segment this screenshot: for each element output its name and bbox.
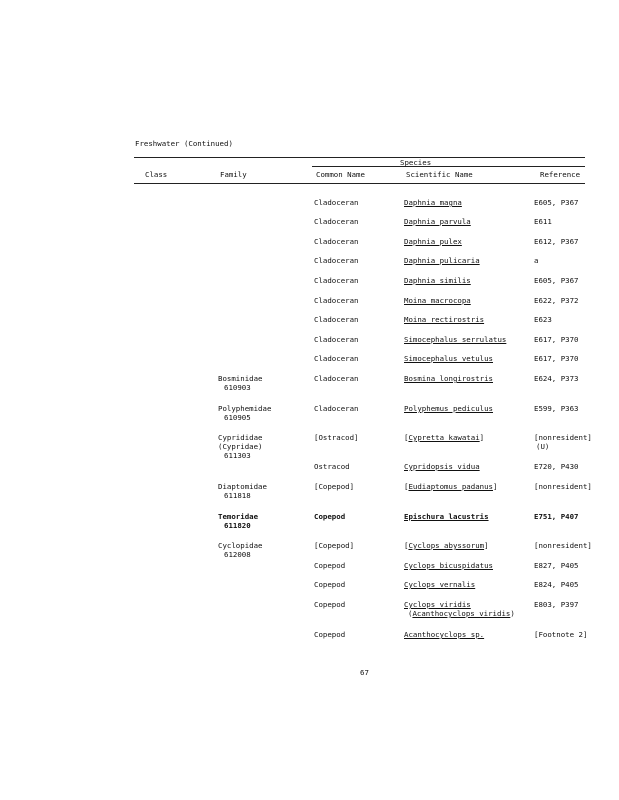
common-name: Cladoceran (314, 335, 359, 344)
reference: E611 (534, 217, 552, 226)
reference: [nonresident] (534, 433, 592, 442)
family-name: (Cypridae) (218, 442, 263, 451)
header-top-rule (134, 157, 585, 158)
common-name: Cladoceran (314, 374, 359, 383)
common-name: Cladoceran (314, 237, 359, 246)
family-code: 611303 (224, 451, 251, 460)
family-name: Temoridae (218, 512, 259, 521)
common-name: Copepod (314, 630, 346, 639)
common-name: [Copepod] (314, 541, 355, 550)
reference: [nonresident] (534, 482, 592, 491)
family-name: Bosminidae (218, 374, 263, 383)
scientific-name: Daphnia magna (404, 198, 462, 207)
scientific-name-header: Scientific Name (406, 170, 473, 179)
reference: E605, P367 (534, 276, 579, 285)
common-name: Cladoceran (314, 198, 359, 207)
scientific-name: Polyphemus pediculus (404, 404, 493, 413)
reference: E623 (534, 315, 552, 324)
scientific-name: Cyclops vernalis (404, 580, 476, 589)
reference: E824, P405 (534, 580, 579, 589)
reference: E622, P372 (534, 296, 579, 305)
scientific-name: Moina macrocopa (404, 296, 471, 305)
class-header: Class (145, 170, 168, 179)
family-code: 611818 (224, 491, 251, 500)
common-name: Cladoceran (314, 276, 359, 285)
family-code: 612008 (224, 550, 251, 559)
family-name: Cyprididae (218, 433, 263, 442)
common-name: Cladoceran (314, 296, 359, 305)
header-bottom-rule (134, 183, 585, 184)
reference: E827, P405 (534, 561, 579, 570)
scientific-name: Daphnia parvula (404, 217, 471, 226)
scientific-name: Daphnia pulex (404, 237, 462, 246)
scientific-name-synonym: (Acanthocyclops viridis) (408, 609, 515, 618)
species-group-rule (312, 166, 585, 167)
common-name: Copepod (314, 561, 346, 570)
reference: E751, P407 (534, 512, 579, 521)
scientific-name: Cyclops bicuspidatus (404, 561, 493, 570)
family-header: Family (220, 170, 247, 179)
scientific-name: Cypridopsis vidua (404, 462, 480, 471)
reference: E624, P373 (534, 374, 579, 383)
family-name: Polyphemidae (218, 404, 272, 413)
family-code: 610903 (224, 383, 251, 392)
page-number: 67 (360, 668, 369, 677)
reference: [nonresident] (534, 541, 592, 550)
common-name: Cladoceran (314, 217, 359, 226)
common-name: Copepod (314, 512, 346, 521)
reference: [Footnote 2] (534, 630, 588, 639)
common-name: Copepod (314, 600, 346, 609)
common-name: Ostracod (314, 462, 350, 471)
reference: E617, P370 (534, 335, 579, 344)
reference: E720, P430 (534, 462, 579, 471)
scientific-name: Daphnia pulicaria (404, 256, 480, 265)
common-name: Cladoceran (314, 354, 359, 363)
common-name: [Ostracod] (314, 433, 359, 442)
scientific-name: [Cyclops abyssorum] (404, 541, 489, 550)
scientific-name: Moina rectirostris (404, 315, 485, 324)
scientific-name: Bosmina longirostris (404, 374, 493, 383)
common-name: [Copepod] (314, 482, 355, 491)
table-caption: Freshwater (Continued) (135, 139, 233, 148)
common-name: Copepod (314, 580, 346, 589)
common-name: Cladoceran (314, 404, 359, 413)
scientific-name: Simocephalus serrulatus (404, 335, 507, 344)
scientific-name: [Eudiaptomus padanus] (404, 482, 498, 491)
family-code: 610905 (224, 413, 251, 422)
scientific-name: [Cypretta kawatai] (404, 433, 485, 442)
scientific-name: Epischura lacustris (404, 512, 489, 521)
reference: E599, P363 (534, 404, 579, 413)
reference: E612, P367 (534, 237, 579, 246)
scientific-name: Daphnia similis (404, 276, 471, 285)
family-name: Cyclopidae (218, 541, 263, 550)
species-group-header: Species (400, 158, 432, 167)
scientific-name: Simocephalus vetulus (404, 354, 493, 363)
reference: E803, P397 (534, 600, 579, 609)
common-name: Cladoceran (314, 256, 359, 265)
common-name: Cladoceran (314, 315, 359, 324)
reference: E617, P370 (534, 354, 579, 363)
reference-header: Reference (540, 170, 581, 179)
common-name-header: Common Name (316, 170, 365, 179)
scientific-name: Acanthocyclops sp. (404, 630, 485, 639)
reference: a (534, 256, 539, 265)
reference-note: (U) (536, 442, 550, 451)
family-name: Diaptomidae (218, 482, 267, 491)
family-code: 611820 (224, 521, 251, 530)
scientific-name: Cyclops viridis (404, 600, 471, 609)
reference: E605, P367 (534, 198, 579, 207)
